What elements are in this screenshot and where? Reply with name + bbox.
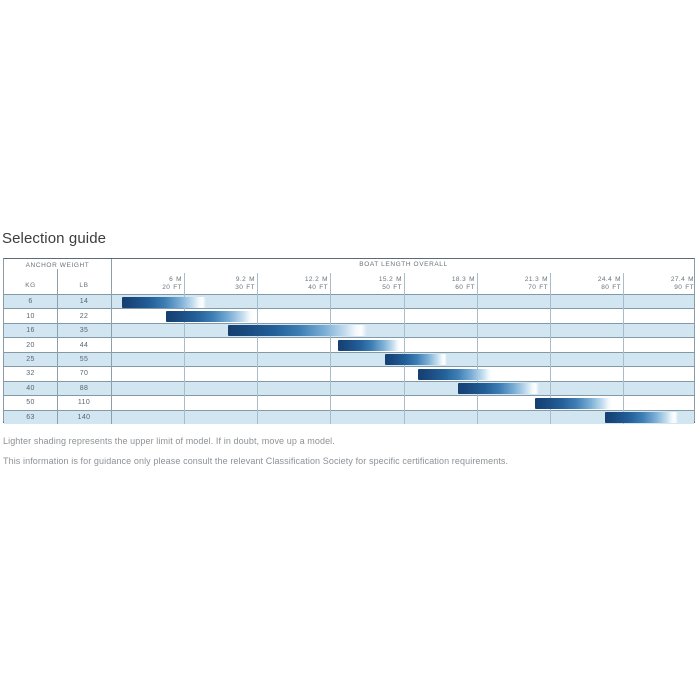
- boat-length-tick: [193, 276, 255, 292]
- anchor-weight-header: ANCHOR WEIGHT: [25, 262, 90, 269]
- range-bar: [228, 325, 367, 336]
- footnote-guidance: This information is for guidance only please consult the relevant Classification Society for specific certification requirements.: [3, 456, 509, 466]
- table-row: [4, 337, 694, 351]
- lb-value: 110: [77, 399, 91, 407]
- boat-length-tick: [413, 276, 475, 292]
- boat-length-tick: [120, 276, 182, 292]
- feet-unit-label: FT: [319, 284, 328, 291]
- tick-feet-value: 50: [382, 284, 391, 291]
- gridline: [257, 273, 258, 424]
- metres-unit-label: M: [542, 276, 548, 283]
- page-title: Selection guide: [2, 230, 107, 247]
- metres-unit-label: M: [396, 276, 402, 283]
- kg-column-header: KG: [25, 282, 36, 289]
- feet-unit-label: FT: [173, 284, 182, 291]
- gridline: [623, 273, 624, 424]
- tick-metres-value: 27.4: [670, 276, 686, 283]
- boat-length-tick: [486, 276, 548, 292]
- lb-value: 88: [79, 384, 89, 392]
- lb-value: 70: [79, 370, 89, 378]
- range-bar: [122, 297, 206, 308]
- gridline: [477, 273, 478, 424]
- tick-metres-value: 9.2: [235, 276, 247, 283]
- range-bar: [418, 369, 495, 380]
- table-row: [4, 410, 694, 424]
- kg-value: 10: [26, 312, 35, 320]
- tick-feet-value: 70: [528, 284, 537, 291]
- boat-length-tick: [559, 276, 621, 292]
- range-bar: [605, 412, 678, 423]
- feet-unit-label: FT: [466, 284, 475, 291]
- kg-value: 16: [26, 327, 35, 335]
- boat-length-tick: [340, 276, 402, 292]
- lb-value: 55: [79, 355, 89, 363]
- table-row: [4, 294, 694, 308]
- table-row: [4, 352, 694, 366]
- range-bar: [458, 383, 538, 394]
- tick-metres-value: 21.3: [524, 276, 540, 283]
- tick-feet-value: 90: [674, 284, 683, 291]
- table-row: [4, 395, 694, 409]
- boat-length-tick: [266, 276, 328, 292]
- range-bar: [338, 340, 404, 351]
- footnote-shading: Lighter shading represents the upper limit of model. If in doubt, move up a model.: [3, 436, 335, 446]
- selection-guide-table: [3, 258, 695, 423]
- gridline: [330, 273, 331, 424]
- tick-metres-value: 15.2: [378, 276, 394, 283]
- gridline: [184, 273, 185, 424]
- kg-value: 6: [28, 298, 33, 306]
- range-bar: [385, 354, 447, 365]
- feet-unit-label: FT: [612, 284, 621, 291]
- boat-length-tick: [632, 276, 694, 292]
- lb-value: 44: [79, 341, 89, 349]
- kg-value: 63: [26, 413, 35, 421]
- table-row: [4, 308, 694, 322]
- tick-metres-value: 24.4: [597, 276, 613, 283]
- lb-value: 14: [79, 298, 89, 306]
- feet-unit-label: FT: [685, 284, 694, 291]
- kg-value: 25: [26, 355, 35, 363]
- kg-value: 40: [26, 384, 35, 392]
- tick-feet-value: 80: [601, 284, 610, 291]
- lb-value: 35: [79, 327, 89, 335]
- chart-left-divider: [111, 259, 112, 424]
- metres-unit-label: M: [615, 276, 621, 283]
- kg-value: 50: [26, 399, 35, 407]
- gridline: [404, 273, 405, 424]
- tick-feet-value: 60: [455, 284, 464, 291]
- tick-feet-value: 20: [162, 284, 171, 291]
- feet-unit-label: FT: [246, 284, 255, 291]
- metres-unit-label: M: [249, 276, 255, 283]
- metres-unit-label: M: [322, 276, 328, 283]
- metres-unit-label: M: [688, 276, 694, 283]
- table-row: [4, 381, 694, 395]
- table-row: [4, 366, 694, 380]
- lb-column-header: LB: [79, 282, 89, 289]
- lb-value: 140: [77, 413, 91, 421]
- kg-value: 32: [26, 370, 35, 378]
- metres-unit-label: M: [176, 276, 182, 283]
- tick-metres-value: 6: [169, 276, 174, 283]
- boat-length-header: BOAT LENGTH OVERALL: [359, 261, 448, 268]
- feet-unit-label: FT: [539, 284, 548, 291]
- tick-feet-value: 30: [235, 284, 244, 291]
- kg-value: 20: [26, 341, 35, 349]
- tick-metres-value: 18.3: [451, 276, 467, 283]
- kg-lb-divider: [57, 269, 58, 424]
- tick-feet-value: 40: [308, 284, 317, 291]
- range-bar: [166, 311, 257, 322]
- feet-unit-label: FT: [393, 284, 402, 291]
- table-row: [4, 323, 694, 337]
- range-bar: [535, 398, 615, 409]
- lb-value: 22: [79, 312, 89, 320]
- metres-unit-label: M: [469, 276, 475, 283]
- tick-metres-value: 12.2: [304, 276, 320, 283]
